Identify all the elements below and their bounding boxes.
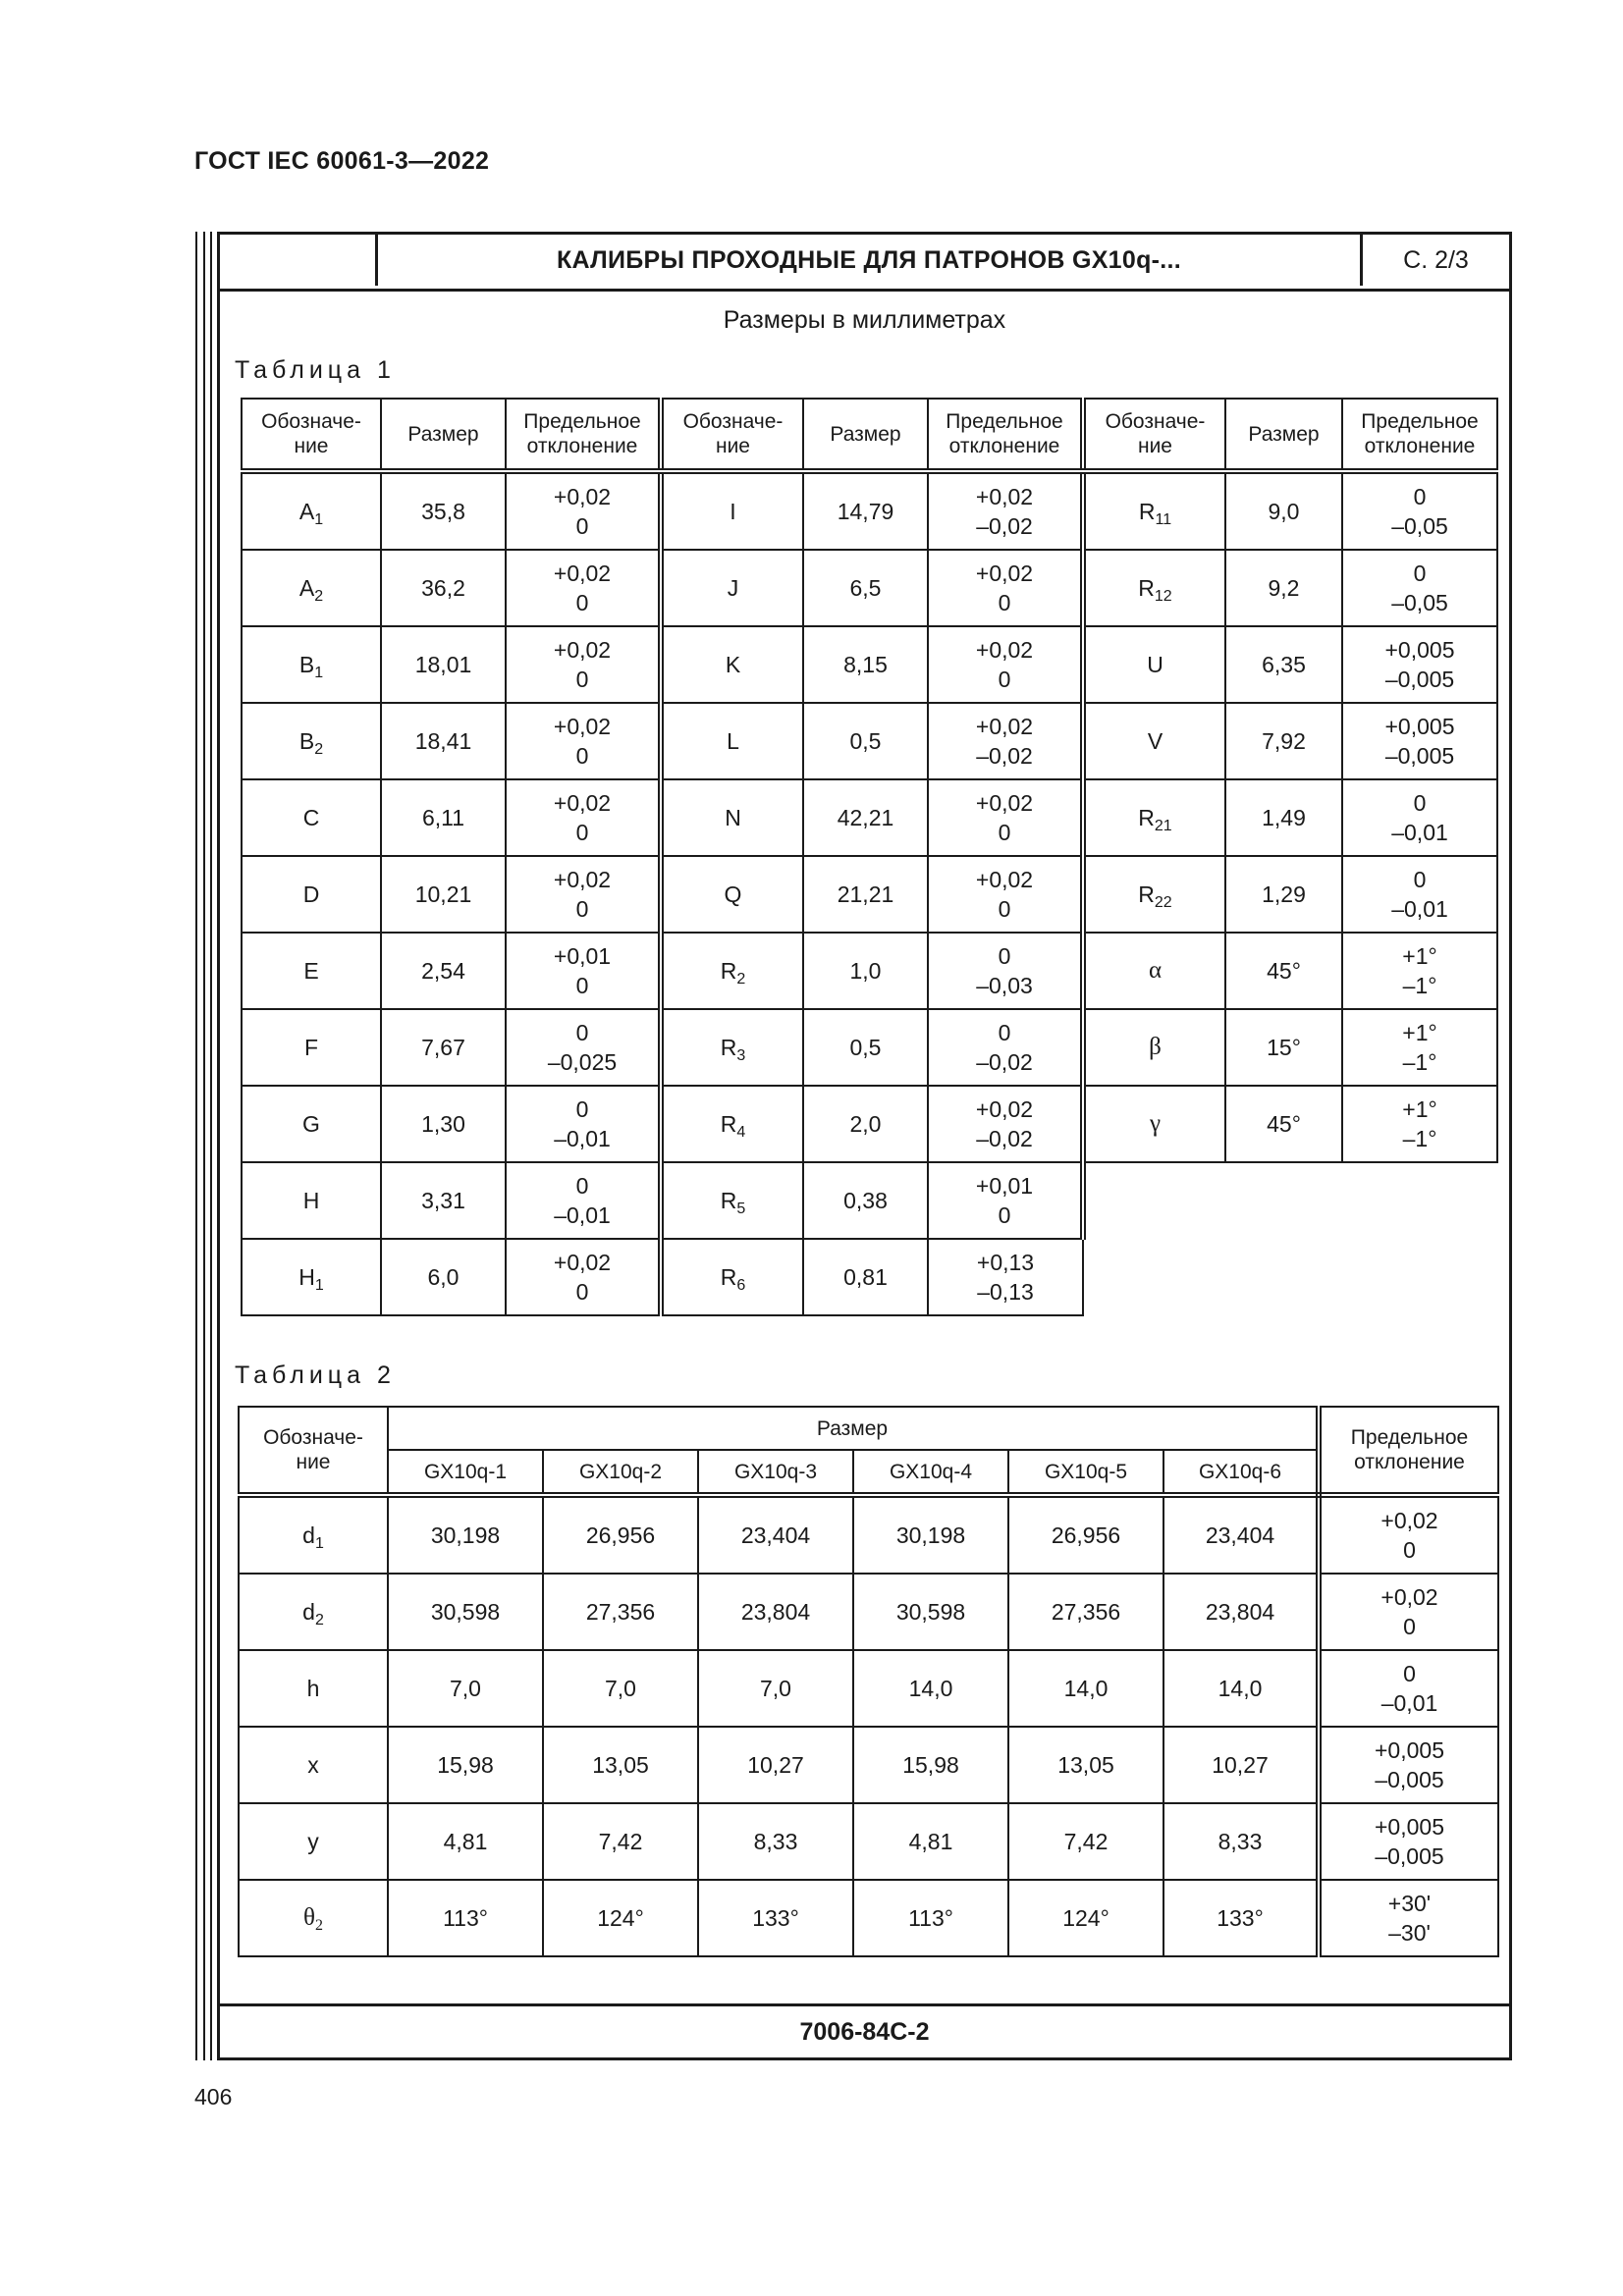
- table1-header-cell: Предельное отклонение: [928, 399, 1083, 471]
- table1-deviation: +1° –1°: [1342, 1086, 1497, 1162]
- symbol-letter: N: [725, 805, 741, 830]
- table2-designation: [239, 1650, 388, 1727]
- table1-designation: [661, 471, 803, 550]
- table1-row: [242, 626, 1497, 703]
- table1-size: 42,21: [803, 779, 928, 856]
- table1-designation: [661, 779, 803, 856]
- symbol-letter: G: [302, 1111, 320, 1137]
- symbol-subscript: 2: [314, 588, 324, 605]
- table1-row: [242, 471, 1497, 550]
- table2-value: 7,42: [1008, 1803, 1163, 1880]
- table1-size: 1,0: [803, 933, 928, 1009]
- sheet-title: КАЛИБРЫ ПРОХОДНЫЕ ДЛЯ ПАТРОНОВ GX10q-...: [378, 235, 1363, 286]
- table2-value: 27,356: [543, 1574, 698, 1650]
- table2-type-header: GX10q-5: [1008, 1450, 1163, 1495]
- table1-size: 0,81: [803, 1239, 928, 1315]
- table2-type-header: GX10q-6: [1163, 1450, 1319, 1495]
- table2-type-row: [239, 1450, 1498, 1495]
- symbol-letter: K: [725, 652, 741, 677]
- symbol-letter: R: [720, 1264, 737, 1290]
- table1-deviation: +0,01 0: [506, 933, 661, 1009]
- table2-deviation: +0,02 0: [1319, 1574, 1498, 1650]
- table1-deviation: +0,02 0: [506, 779, 661, 856]
- table2-type-header: GX10q-2: [543, 1450, 698, 1495]
- table2-size-header: Размер: [388, 1407, 1319, 1450]
- table1-designation: [242, 550, 381, 626]
- table1-deviation: +0,02 0: [506, 471, 661, 550]
- table1-header-cell: Размер: [803, 399, 928, 471]
- table1-size: 6,0: [381, 1239, 506, 1315]
- table1-size: 35,8: [381, 471, 506, 550]
- symbol-subscript: 2: [736, 971, 746, 988]
- symbol-letter: β: [1149, 1034, 1162, 1060]
- table1-designation: [661, 703, 803, 779]
- symbol-letter: H: [302, 1188, 320, 1213]
- symbol-letter: R: [1138, 499, 1156, 524]
- symbol-subscript: 2: [314, 1917, 323, 1934]
- table1-size: 10,21: [381, 856, 506, 933]
- table1-row: [242, 1086, 1497, 1162]
- margin-rule: [203, 232, 205, 2060]
- table1-deviation: +0,005 –0,005: [1342, 703, 1497, 779]
- symbol-letter: A: [298, 575, 315, 601]
- table1-designation: [1083, 626, 1225, 703]
- table1-empty-cell: [1342, 1239, 1497, 1315]
- table1-designation: [1083, 1086, 1225, 1162]
- table2-value: 14,0: [853, 1650, 1008, 1727]
- table1-size: 45°: [1225, 1086, 1342, 1162]
- table1-designation: [1083, 1009, 1225, 1086]
- table2-value: 7,42: [543, 1803, 698, 1880]
- table1-size: 15°: [1225, 1009, 1342, 1086]
- table1-deviation: 0 –0,01: [1342, 856, 1497, 933]
- table1-size: 18,01: [381, 626, 506, 703]
- table1-designation: [661, 1162, 803, 1239]
- table1-deviation: 0 –0,02: [928, 1009, 1083, 1086]
- table1-designation: [661, 933, 803, 1009]
- table2-value: 27,356: [1008, 1574, 1163, 1650]
- sheet-page-indicator: С. 2/3: [1403, 245, 1469, 274]
- table1-deviation: +0,02 0: [506, 1239, 661, 1315]
- table1-size: 18,41: [381, 703, 506, 779]
- table1-deviation: 0 –0,03: [928, 933, 1083, 1009]
- table2-value: 8,33: [698, 1803, 853, 1880]
- table1-size: 1,30: [381, 1086, 506, 1162]
- table2-value: 133°: [1163, 1880, 1319, 1956]
- sheet-footer-code: 7006-84С-2: [220, 2003, 1509, 2057]
- symbol-letter: α: [1148, 957, 1163, 984]
- table2-value: 113°: [853, 1880, 1008, 1956]
- table1-designation: [661, 1239, 803, 1315]
- standard-title: ГОСТ IEC 60061-3—2022: [194, 147, 490, 175]
- table2-label: Таблица 2: [235, 1362, 396, 1389]
- symbol-subscript: 11: [1155, 511, 1172, 528]
- table2-type-header: GX10q-4: [853, 1450, 1008, 1495]
- table1-deviation: +0,02 0: [506, 550, 661, 626]
- symbol-subscript: 1: [314, 665, 324, 681]
- table1-row: [242, 933, 1497, 1009]
- symbol-letter: R: [1138, 575, 1155, 601]
- symbol-letter: B: [298, 652, 315, 677]
- table1-size: 9,2: [1225, 550, 1342, 626]
- table1-empty-cell: [1342, 1162, 1497, 1239]
- table2-row: [239, 1880, 1498, 1956]
- table1-size: 45°: [1225, 933, 1342, 1009]
- table1-row: [242, 550, 1497, 626]
- table1-designation: [242, 471, 381, 550]
- table1-deviation: 0 –0,01: [1342, 779, 1497, 856]
- table1-header-cell: Обозначе- ние: [1083, 399, 1225, 471]
- table1-size: 9,0: [1225, 471, 1342, 550]
- table2-deviation-header: Предельное отклонение: [1319, 1407, 1498, 1495]
- symbol-subscript: 21: [1154, 818, 1172, 834]
- symbol-letter: R: [1138, 805, 1155, 830]
- table1-size: 0,5: [803, 703, 928, 779]
- table1-empty-cell: [1083, 1162, 1225, 1239]
- symbol-letter: R: [720, 1111, 737, 1137]
- symbol-subscript: 1: [314, 1277, 324, 1294]
- table1-designation: [1083, 703, 1225, 779]
- symbol-letter: J: [727, 575, 739, 601]
- table1-empty-cell: [1083, 1239, 1225, 1315]
- table2-value: 30,198: [388, 1495, 543, 1574]
- table1-row: [242, 1009, 1497, 1086]
- symbol-subscript: 3: [736, 1047, 746, 1064]
- table1-deviation: 0 –0,01: [506, 1162, 661, 1239]
- symbol-letter: C: [302, 805, 320, 830]
- table1-designation: [661, 626, 803, 703]
- table1-header-cell: Обозначе- ние: [661, 399, 803, 471]
- table1-size: 6,35: [1225, 626, 1342, 703]
- table1-designation: [242, 1239, 381, 1315]
- symbol-letter: L: [727, 728, 739, 754]
- table2-designation: [239, 1727, 388, 1803]
- table2-value: 10,27: [1163, 1727, 1319, 1803]
- symbol-subscript: 5: [736, 1201, 746, 1217]
- table1-empty-cell: [1225, 1162, 1342, 1239]
- table1-deviation: 0 –0,05: [1342, 471, 1497, 550]
- table1-header-cell: Размер: [381, 399, 506, 471]
- symbol-subscript: 12: [1154, 588, 1172, 605]
- margin-rule: [195, 232, 197, 2060]
- table2-designation-header: Обозначе- ние: [239, 1407, 388, 1495]
- table1-deviation: 0 –0,05: [1342, 550, 1497, 626]
- sheet-header: [220, 235, 1509, 292]
- table1-deviation: +0,02 0: [928, 779, 1083, 856]
- table2-designation: [239, 1495, 388, 1574]
- table2-deviation: +0,02 0: [1319, 1495, 1498, 1574]
- table1-deviation: +0,01 0: [928, 1162, 1083, 1239]
- table1-designation: [1083, 550, 1225, 626]
- table2: [238, 1406, 1499, 1957]
- table1-deviation: +1° –1°: [1342, 933, 1497, 1009]
- table1-size: 14,79: [803, 471, 928, 550]
- symbol-subscript: 2: [314, 741, 324, 758]
- table1-size: 1,49: [1225, 779, 1342, 856]
- table1-row: [242, 703, 1497, 779]
- table1-designation: [242, 933, 381, 1009]
- table1-empty-cell: [1225, 1239, 1342, 1315]
- symbol-letter: B: [298, 728, 315, 754]
- symbol-letter: F: [303, 1035, 319, 1060]
- symbol-letter: x: [307, 1752, 319, 1778]
- table1-deviation: +0,02 0: [506, 856, 661, 933]
- symbol-letter: I: [730, 499, 736, 524]
- table2-deviation: +0,005 –0,005: [1319, 1803, 1498, 1880]
- table2-value: 13,05: [543, 1727, 698, 1803]
- table1-deviation: +0,005 –0,005: [1342, 626, 1497, 703]
- table2-value: 15,98: [853, 1727, 1008, 1803]
- table1-designation: [1083, 856, 1225, 933]
- table1-header-cell: Предельное отклонение: [1342, 399, 1497, 471]
- table2-value: 15,98: [388, 1727, 543, 1803]
- table1: [241, 398, 1498, 1316]
- table1-deviation: 0 –0,01: [506, 1086, 661, 1162]
- table2-value: 14,0: [1008, 1650, 1163, 1727]
- sheet-header-blank: [220, 235, 378, 286]
- symbol-subscript: 1: [314, 1535, 324, 1552]
- table1-size: 0,38: [803, 1162, 928, 1239]
- table1-row: [242, 1162, 1497, 1239]
- table1-designation: [661, 1086, 803, 1162]
- table2-value: 13,05: [1008, 1727, 1163, 1803]
- table1-size: 6,5: [803, 550, 928, 626]
- symbol-letter: γ: [1149, 1110, 1162, 1137]
- table2-value: 7,0: [543, 1650, 698, 1727]
- symbol-subscript: 6: [736, 1277, 746, 1294]
- table2-value: 7,0: [388, 1650, 543, 1727]
- table1-deviation: +0,02 0: [928, 856, 1083, 933]
- table1-designation: [1083, 471, 1225, 550]
- table2-type-header: GX10q-3: [698, 1450, 853, 1495]
- table2-value: 113°: [388, 1880, 543, 1956]
- table2-row: [239, 1650, 1498, 1727]
- table2-value: 124°: [543, 1880, 698, 1956]
- table2-value: 7,0: [698, 1650, 853, 1727]
- table1-deviation: 0 –0,025: [506, 1009, 661, 1086]
- symbol-letter: R: [720, 1035, 737, 1060]
- table2-value: 23,804: [698, 1574, 853, 1650]
- table1-designation: [242, 856, 381, 933]
- table2-designation: [239, 1574, 388, 1650]
- symbol-letter: E: [303, 958, 319, 984]
- table1-row: [242, 1239, 1497, 1315]
- table1-header-cell: Обозначе- ние: [242, 399, 381, 471]
- table1-designation: [661, 856, 803, 933]
- symbol-letter: D: [302, 881, 320, 907]
- table1-size: 7,92: [1225, 703, 1342, 779]
- table1-deviation: +0,02 –0,02: [928, 471, 1083, 550]
- table2-row: [239, 1727, 1498, 1803]
- symbol-letter: d: [302, 1599, 315, 1625]
- table1-designation: [242, 1009, 381, 1086]
- table1-deviation: +0,02 –0,02: [928, 1086, 1083, 1162]
- table1-designation: [242, 703, 381, 779]
- table1-size: 2,54: [381, 933, 506, 1009]
- table2-deviation: +0,005 –0,005: [1319, 1727, 1498, 1803]
- drawing-sheet-frame: [217, 232, 1512, 2060]
- table1-size: 6,11: [381, 779, 506, 856]
- table2-row: [239, 1574, 1498, 1650]
- table2-value: 4,81: [853, 1803, 1008, 1880]
- symbol-subscript: 2: [314, 1612, 324, 1629]
- table2-value: 23,404: [1163, 1495, 1319, 1574]
- table1-size: 7,67: [381, 1009, 506, 1086]
- table1-designation: [242, 626, 381, 703]
- symbol-subscript: 4: [736, 1124, 746, 1141]
- table2-value: 30,198: [853, 1495, 1008, 1574]
- table2-value: 26,956: [1008, 1495, 1163, 1574]
- table2-value: 133°: [698, 1880, 853, 1956]
- table1-label: Таблица 1: [235, 356, 396, 384]
- table2-value: 14,0: [1163, 1650, 1319, 1727]
- table1-size: 0,5: [803, 1009, 928, 1086]
- table1-header-row: [242, 399, 1497, 471]
- margin-rule: [210, 232, 212, 2060]
- table1-deviation: +0,02 0: [928, 626, 1083, 703]
- symbol-letter: θ: [303, 1904, 315, 1931]
- symbol-subscript: 22: [1154, 894, 1172, 911]
- table2-header-row: [239, 1407, 1498, 1450]
- table1-header-cell: Предельное отклонение: [506, 399, 661, 471]
- table1-designation: [1083, 779, 1225, 856]
- symbol-letter: d: [302, 1522, 315, 1548]
- units-note: Размеры в миллиметрах: [723, 306, 1006, 334]
- table1-size: 3,31: [381, 1162, 506, 1239]
- table1-deviation: +0,02 0: [506, 703, 661, 779]
- table1-designation: [242, 1162, 381, 1239]
- table1-row: [242, 856, 1497, 933]
- table2-value: 8,33: [1163, 1803, 1319, 1880]
- symbol-letter: Q: [724, 881, 742, 907]
- table1-deviation: +0,02 0: [506, 626, 661, 703]
- table1-size: 36,2: [381, 550, 506, 626]
- table1-size: 2,0: [803, 1086, 928, 1162]
- table1-row: [242, 779, 1497, 856]
- symbol-letter: R: [1138, 881, 1155, 907]
- table2-value: 4,81: [388, 1803, 543, 1880]
- table2-value: 30,598: [853, 1574, 1008, 1650]
- table2-value: 30,598: [388, 1574, 543, 1650]
- table2-value: 23,804: [1163, 1574, 1319, 1650]
- symbol-letter: h: [306, 1676, 320, 1701]
- table2-value: 124°: [1008, 1880, 1163, 1956]
- table2-designation: [239, 1880, 388, 1956]
- symbol-letter: U: [1147, 652, 1163, 677]
- table1-size: 1,29: [1225, 856, 1342, 933]
- table1-deviation: +1° –1°: [1342, 1009, 1497, 1086]
- table1-deviation: +0,13 –0,13: [928, 1239, 1083, 1315]
- table2-row: [239, 1495, 1498, 1574]
- table1-deviation: +0,02 –0,02: [928, 703, 1083, 779]
- symbol-letter: V: [1147, 728, 1163, 754]
- table1-designation: [242, 779, 381, 856]
- page-number: 406: [194, 2084, 233, 2109]
- table1-deviation: +0,02 0: [928, 550, 1083, 626]
- table1-designation: [242, 1086, 381, 1162]
- symbol-letter: A: [298, 499, 315, 524]
- table2-value: 10,27: [698, 1727, 853, 1803]
- table1-size: 8,15: [803, 626, 928, 703]
- symbol-letter: R: [720, 958, 737, 984]
- table1-designation: [1083, 933, 1225, 1009]
- table2-designation: [239, 1803, 388, 1880]
- table2-value: 26,956: [543, 1495, 698, 1574]
- table1-designation: [661, 1009, 803, 1086]
- table2-deviation: +30' –30': [1319, 1880, 1498, 1956]
- table1-designation: [661, 550, 803, 626]
- table2-row: [239, 1803, 1498, 1880]
- table1-header-cell: Размер: [1225, 399, 1342, 471]
- symbol-letter: H: [298, 1264, 315, 1290]
- symbol-letter: R: [720, 1188, 737, 1213]
- table2-type-header: GX10q-1: [388, 1450, 543, 1495]
- table2-deviation: 0 –0,01: [1319, 1650, 1498, 1727]
- table2-value: 23,404: [698, 1495, 853, 1574]
- symbol-subscript: 1: [314, 511, 324, 528]
- symbol-letter: y: [307, 1829, 319, 1854]
- table1-size: 21,21: [803, 856, 928, 933]
